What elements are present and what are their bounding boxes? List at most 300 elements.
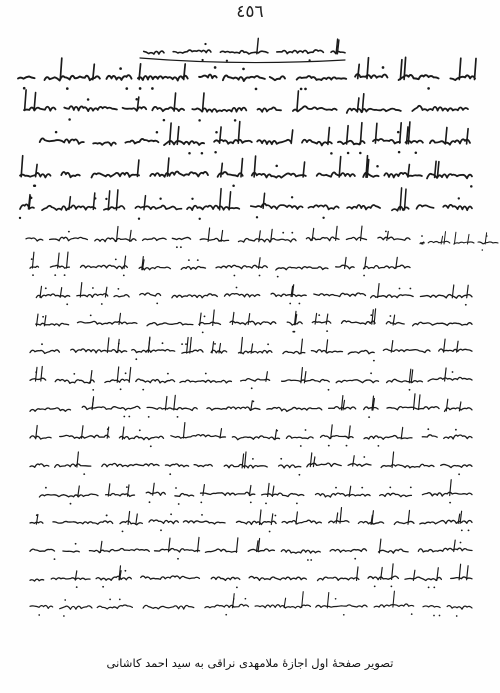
image-caption: تصویر صفحهٔ اول اجازهٔ ملامهدی نراقی به سید احمد کاشانی	[106, 656, 394, 670]
ink-stroke	[136, 514, 138, 524]
ink-dot	[204, 43, 206, 45]
ink-stroke	[55, 379, 94, 383]
ink-dot	[409, 389, 411, 391]
ink-dot	[202, 331, 204, 333]
ink-dot	[452, 371, 454, 373]
ink-dot	[455, 429, 457, 431]
ink-stroke	[413, 322, 472, 326]
ink-stroke	[172, 237, 190, 239]
ink-stroke	[165, 397, 167, 410]
ink-dot	[124, 570, 126, 572]
ink-dot	[250, 501, 252, 503]
ink-dot	[242, 68, 245, 71]
ink-dot	[482, 249, 484, 251]
ink-stroke	[281, 550, 320, 553]
ink-stroke	[307, 463, 341, 467]
ink-dot	[226, 60, 228, 62]
ink-dot	[236, 586, 238, 588]
ink-dot	[151, 87, 154, 90]
ink-stroke	[117, 367, 119, 382]
ink-stroke	[336, 513, 338, 523]
ink-stroke	[137, 160, 139, 176]
ink-stroke	[201, 492, 255, 495]
ink-stroke	[236, 538, 238, 553]
ink-dot	[215, 131, 218, 134]
ink-dot	[307, 559, 309, 561]
ink-stroke	[30, 378, 46, 380]
ink-stroke	[36, 164, 38, 176]
ink-stroke	[248, 314, 250, 325]
ink-stroke	[138, 76, 188, 81]
ink-dot	[318, 314, 320, 316]
ink-dot	[245, 598, 247, 600]
ink-stroke	[60, 435, 109, 438]
ink-stroke	[199, 75, 217, 79]
ink-stroke	[223, 75, 265, 81]
ink-stroke	[249, 576, 306, 580]
ink-dot	[300, 88, 303, 91]
ink-dot	[399, 288, 401, 290]
ink-stroke	[20, 204, 34, 209]
ink-dot	[119, 599, 121, 601]
ink-dot	[470, 185, 473, 188]
ink-stroke	[314, 293, 366, 297]
ink-stroke	[347, 109, 401, 113]
ink-stroke	[30, 579, 44, 581]
ink-dot	[45, 487, 47, 489]
ink-dot	[234, 119, 237, 122]
ink-stroke	[267, 407, 322, 411]
ink-dot	[293, 331, 295, 333]
ink-stroke	[78, 321, 137, 324]
ink-dot	[305, 429, 307, 431]
ink-dot	[35, 371, 37, 373]
ink-dot	[458, 473, 460, 475]
ink-stroke	[282, 380, 330, 382]
ink-stroke	[401, 427, 403, 439]
ink-dot	[251, 387, 253, 389]
ink-dot	[346, 445, 348, 447]
ink-stroke	[364, 265, 411, 269]
ink-dot	[291, 196, 293, 198]
ink-dot	[428, 586, 430, 588]
ink-dot	[123, 416, 125, 418]
ink-dot	[232, 185, 235, 188]
ink-dot	[102, 586, 104, 588]
ink-dot	[456, 615, 458, 617]
ink-stroke	[208, 228, 210, 241]
ink-dot	[135, 358, 137, 360]
ink-dot	[233, 275, 235, 277]
ink-stroke	[60, 606, 92, 609]
ink-stroke	[291, 130, 293, 143]
ink-stroke	[427, 174, 472, 179]
ink-stroke	[249, 486, 251, 496]
ink-dot	[214, 66, 217, 69]
ink-dot	[176, 246, 178, 248]
ink-stroke	[467, 129, 469, 144]
ink-stroke	[400, 60, 402, 80]
ink-dot	[439, 615, 441, 617]
ink-dot	[23, 87, 26, 90]
ink-dot	[107, 428, 109, 430]
ink-stroke	[326, 314, 328, 324]
ink-dot	[296, 502, 298, 504]
ink-dot	[267, 343, 269, 345]
ink-dot	[87, 98, 90, 101]
ink-stroke	[89, 548, 149, 552]
ink-dot	[45, 287, 47, 289]
ink-stroke	[125, 139, 158, 144]
ink-stroke	[183, 521, 225, 524]
ink-stroke	[451, 577, 472, 579]
ink-dot	[374, 585, 376, 587]
ink-dot	[117, 288, 119, 290]
ink-stroke	[55, 464, 91, 467]
ink-stroke	[336, 380, 378, 383]
ink-dot	[389, 486, 391, 488]
ink-dot	[370, 372, 372, 374]
ink-stroke	[293, 106, 337, 111]
ink-stroke	[386, 322, 404, 325]
ink-dot	[225, 614, 227, 616]
ink-stroke	[192, 108, 246, 112]
ink-stroke	[296, 512, 298, 524]
ink-stroke	[93, 142, 116, 145]
ink-dot	[427, 87, 430, 90]
ink-stroke	[443, 205, 472, 210]
ink-stroke	[143, 238, 167, 240]
ink-dot	[361, 487, 363, 489]
ink-stroke	[346, 237, 366, 240]
ink-dot	[214, 151, 217, 154]
ink-dot	[390, 585, 392, 587]
ink-dot	[109, 599, 111, 601]
ink-dot	[291, 232, 293, 234]
ink-stroke	[232, 436, 279, 440]
ink-dot	[276, 430, 278, 432]
ink-stroke	[199, 322, 221, 324]
ink-stroke	[146, 492, 165, 495]
ink-stroke	[368, 576, 398, 580]
ink-stroke	[326, 340, 328, 353]
ink-dot	[41, 343, 43, 345]
ink-dot	[460, 542, 462, 544]
ink-dot	[335, 598, 337, 600]
ink-stroke	[364, 407, 378, 410]
ink-stroke	[258, 107, 282, 111]
ink-stroke	[25, 90, 27, 111]
ink-dot	[119, 67, 122, 70]
ink-stroke	[77, 294, 108, 298]
ink-stroke	[420, 520, 472, 524]
ink-stroke	[135, 206, 181, 210]
ink-stroke	[171, 435, 226, 439]
ink-dot	[169, 473, 171, 475]
ink-stroke	[174, 395, 176, 410]
ink-dot	[90, 314, 92, 316]
ink-stroke	[475, 59, 477, 80]
ink-stroke	[241, 337, 243, 353]
ink-dot	[300, 445, 302, 447]
ink-dot	[259, 275, 261, 277]
ink-stroke	[30, 350, 59, 353]
ink-stroke	[418, 548, 472, 552]
ink-stroke	[286, 436, 313, 439]
ink-stroke	[205, 549, 236, 552]
ink-stroke	[277, 50, 324, 54]
ink-stroke	[40, 138, 84, 143]
ink-stroke	[124, 256, 126, 268]
ink-dot	[101, 303, 103, 305]
ink-stroke	[165, 464, 188, 467]
ink-stroke	[106, 493, 135, 496]
ink-dot	[433, 586, 435, 588]
ink-dot	[201, 514, 203, 516]
ink-stroke	[108, 484, 110, 496]
ink-stroke	[318, 577, 359, 580]
ink-stroke	[378, 237, 410, 240]
ink-stroke	[353, 456, 355, 466]
ink-stroke	[445, 368, 447, 381]
ink-stroke	[239, 351, 272, 354]
ink-stroke	[140, 293, 161, 296]
ink-stroke	[252, 173, 306, 178]
ink-stroke	[260, 510, 262, 525]
ink-dot	[398, 151, 401, 154]
ink-stroke	[348, 464, 371, 467]
ink-stroke	[444, 435, 472, 439]
ink-dot	[280, 458, 282, 460]
ink-stroke	[114, 295, 129, 297]
ink-dot	[269, 531, 271, 533]
ink-stroke	[21, 156, 23, 177]
ink-stroke	[108, 191, 110, 210]
ink-dot	[150, 445, 152, 447]
ink-stroke	[327, 593, 329, 608]
ink-dot	[148, 416, 150, 418]
ink-stroke	[63, 551, 79, 552]
ink-stroke	[447, 606, 472, 610]
ink-dot	[277, 276, 279, 278]
ink-stroke	[459, 564, 461, 580]
ink-dot	[397, 131, 400, 134]
ink-dot	[64, 599, 66, 601]
ink-stroke	[132, 349, 175, 352]
ink-dot	[204, 315, 206, 317]
ink-dot	[128, 416, 130, 418]
ink-stroke	[194, 464, 212, 466]
ink-dot	[76, 586, 78, 588]
ink-dot	[92, 287, 94, 289]
ink-stroke	[102, 463, 159, 466]
ink-dot	[63, 615, 65, 617]
ink-stroke	[30, 464, 49, 467]
ink-stroke	[205, 604, 249, 607]
ink-dot	[142, 389, 144, 391]
ink-dot	[139, 87, 142, 90]
ink-stroke	[30, 408, 71, 411]
ink-stroke	[150, 172, 208, 177]
ink-stroke	[316, 605, 367, 608]
ink-stroke	[136, 379, 175, 383]
ink-stroke	[203, 485, 205, 496]
ink-stroke	[241, 379, 270, 381]
ink-dot	[449, 502, 451, 504]
ink-dot	[252, 458, 254, 460]
ink-stroke	[104, 206, 125, 210]
ink-stroke	[419, 395, 421, 410]
ink-stroke	[248, 549, 274, 552]
ink-stroke	[380, 493, 412, 496]
ink-dot	[274, 515, 276, 517]
ink-stroke	[271, 514, 273, 525]
ink-stroke	[181, 267, 205, 270]
ink-dot	[308, 59, 310, 61]
ink-dot	[38, 614, 40, 616]
ink-dot	[415, 151, 418, 154]
ink-stroke	[412, 106, 468, 111]
ink-stroke	[144, 51, 164, 54]
ink-dot	[363, 456, 365, 458]
ink-stroke	[384, 173, 422, 178]
ink-stroke	[64, 106, 117, 111]
ink-stroke	[308, 205, 338, 209]
ink-stroke	[381, 464, 434, 468]
ink-stroke	[405, 577, 441, 580]
ink-dot	[138, 218, 140, 220]
ink-stroke	[423, 606, 440, 608]
ink-stroke	[78, 486, 80, 497]
ink-stroke	[77, 452, 79, 467]
ink-dot	[162, 342, 164, 344]
ink-stroke	[345, 257, 347, 268]
ink-dot	[330, 152, 333, 155]
ink-dot	[120, 388, 122, 390]
ink-stroke	[428, 377, 472, 381]
ink-stroke	[414, 394, 416, 410]
ink-dot	[159, 198, 161, 200]
ink-stroke	[297, 76, 347, 80]
ink-stroke	[445, 408, 473, 412]
ink-stroke	[184, 64, 186, 80]
ink-dot	[181, 343, 183, 345]
ink-stroke	[417, 205, 434, 209]
ink-stroke	[187, 338, 189, 354]
ink-stroke	[239, 238, 297, 242]
ink-stroke	[428, 241, 450, 243]
ink-stroke	[139, 267, 170, 270]
ink-stroke	[371, 295, 414, 298]
ink-stroke	[306, 237, 339, 241]
ink-stroke	[301, 339, 303, 354]
ink-stroke	[374, 309, 376, 324]
ink-stroke	[32, 252, 34, 268]
ink-stroke	[40, 286, 42, 297]
ink-stroke	[225, 294, 260, 297]
ink-stroke	[374, 604, 414, 607]
ink-stroke	[175, 494, 194, 497]
ink-dot	[359, 152, 362, 155]
ink-stroke	[317, 172, 355, 176]
ink-dot	[105, 198, 107, 200]
ink-stroke	[435, 161, 437, 177]
ink-stroke	[18, 77, 35, 79]
ink-dot	[33, 184, 36, 187]
ink-dot	[170, 513, 172, 515]
ink-stroke	[409, 369, 411, 383]
ink-dot	[256, 216, 258, 218]
ink-stroke	[220, 429, 222, 438]
ink-stroke	[378, 284, 380, 298]
ink-stroke	[26, 238, 43, 241]
ink-stroke	[257, 38, 259, 53]
ink-stroke	[144, 196, 146, 210]
ink-dot	[36, 514, 38, 516]
ink-stroke	[316, 493, 371, 497]
ink-dot	[73, 373, 75, 375]
ink-dot	[191, 198, 193, 200]
ink-stroke	[271, 293, 306, 296]
ink-stroke	[96, 576, 131, 580]
ink-dot	[298, 303, 300, 305]
ink-stroke	[411, 370, 413, 383]
ink-dot	[156, 302, 158, 304]
ink-dot	[126, 486, 128, 488]
ink-stroke	[373, 139, 400, 144]
ink-dot	[149, 501, 151, 503]
ink-stroke	[276, 267, 328, 270]
ink-stroke	[224, 464, 267, 468]
ink-dot	[188, 259, 190, 261]
ink-dot	[70, 503, 72, 505]
ink-stroke	[478, 242, 498, 244]
ink-stroke	[364, 436, 412, 440]
ink-dot	[199, 218, 201, 220]
ink-dot	[343, 614, 345, 616]
ink-dot	[180, 246, 182, 248]
ink-dot	[214, 343, 216, 345]
ink-dot	[125, 87, 128, 90]
ink-stroke	[173, 50, 211, 53]
ink-stroke	[51, 578, 90, 580]
ink-dot	[54, 558, 56, 560]
ink-stroke	[230, 321, 276, 325]
ink-dot	[468, 529, 470, 531]
ink-stroke	[229, 192, 231, 210]
ink-stroke	[123, 107, 147, 111]
ink-dot	[298, 474, 300, 476]
ink-dot	[68, 231, 70, 233]
ink-dot	[377, 445, 379, 447]
ink-stroke	[430, 139, 470, 144]
ink-dot	[19, 217, 21, 219]
ink-stroke	[183, 423, 185, 438]
ink-dot	[205, 373, 207, 375]
ink-stroke	[45, 76, 100, 81]
ink-dot	[363, 275, 365, 277]
ink-stroke	[348, 350, 374, 354]
ink-stroke	[358, 64, 360, 78]
ink-stroke	[212, 342, 214, 353]
ink-stroke	[180, 380, 231, 383]
ink-dot	[236, 287, 238, 289]
ink-stroke	[441, 236, 443, 244]
ink-stroke	[237, 521, 277, 524]
ink-stroke	[391, 341, 393, 353]
ink-dot	[68, 118, 71, 121]
ink-stroke	[120, 521, 142, 525]
